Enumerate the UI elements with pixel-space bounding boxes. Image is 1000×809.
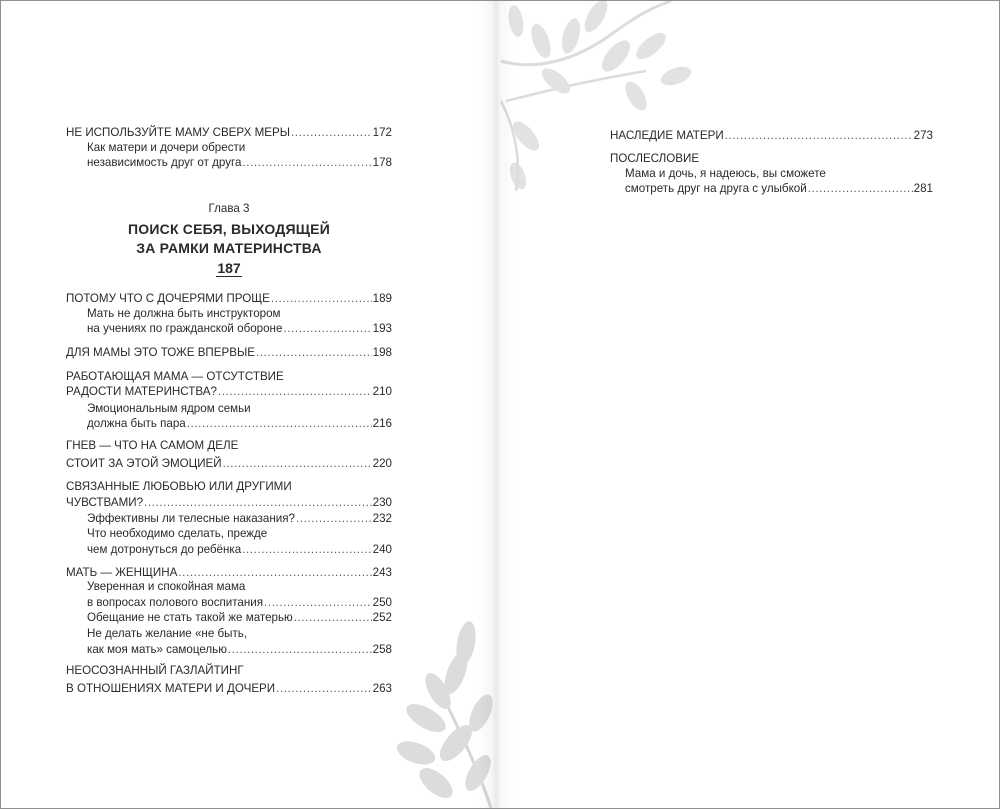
toc-page-number: 258 (372, 643, 392, 656)
toc-entry-line-2: на учениях по гражданской обороне (87, 322, 283, 335)
toc-entry[interactable] (610, 128, 933, 143)
toc-entry-title: МАТЬ — ЖЕНЩИНА (66, 566, 178, 579)
toc-entry-line-2: должна быть пара (87, 417, 186, 430)
toc-entry-line-2: чем дотронуться до ребёнка (87, 543, 242, 556)
toc-entry-title: ДЛЯ МАМЫ ЭТО ТОЖЕ ВПЕРВЫЕ (66, 346, 255, 359)
chapter-page-number[interactable]: 187 (217, 260, 241, 276)
chapter-label: Глава 3 (208, 202, 250, 215)
chapter-title-line-1: ПОИСК СЕБЯ, ВЫХОДЯЩЕЙ (128, 221, 330, 237)
toc-page-number: 198 (372, 346, 392, 359)
toc-entry-line-1: Эмоциональным ядром семьи (87, 402, 251, 415)
toc-entry-line-1: Что необходимо сделать, прежде (87, 527, 268, 540)
dot-leader (291, 125, 372, 140)
toc-page-number: 250 (372, 596, 392, 609)
toc-page-number: 281 (913, 182, 933, 195)
toc-entry-line-2: независимость друг от друга (87, 156, 242, 169)
book-spine-shadow (478, 1, 514, 808)
toc-entry-line-2: как моя мать» самоцелью (87, 643, 227, 656)
toc-page-number: 220 (372, 457, 392, 470)
toc-entry[interactable] (66, 369, 392, 399)
toc-subentry[interactable] (87, 511, 392, 526)
toc-entry-line-2: РАДОСТИ МАТЕРИНСТВА? (66, 385, 217, 398)
dot-leader (218, 384, 372, 399)
toc-entry-title: Обещание не стать такой же матерью (87, 611, 293, 624)
toc-subentry[interactable] (87, 626, 392, 657)
toc-subentry[interactable] (87, 306, 392, 336)
toc-page-number: 210 (372, 385, 392, 398)
toc-page-number: 216 (372, 417, 392, 430)
toc-subentry[interactable] (625, 166, 933, 196)
toc-entry-line-2: В ОТНОШЕНИЯХ МАТЕРИ И ДОЧЕРИ (66, 682, 276, 695)
toc-entry-line-1: ГНЕВ — ЧТО НА САМОМ ДЕЛЕ (66, 439, 239, 452)
toc-entry-line-2: смотреть друг на друга с улыбкой (625, 182, 807, 195)
toc-subentry[interactable] (87, 401, 392, 431)
toc-entry[interactable] (66, 125, 392, 140)
toc-entry-line-2: СТОИТ ЗА ЭТОЙ ЭМОЦИЕЙ (66, 457, 222, 470)
dot-leader (242, 542, 372, 557)
toc-entry-title: ПОСЛЕСЛОВИЕ (610, 152, 700, 165)
toc-entry[interactable] (66, 291, 392, 306)
toc-entry-title: ПОТОМУ ЧТО С ДОЧЕРЯМИ ПРОЩЕ (66, 292, 270, 305)
toc-page-number: 243 (372, 566, 392, 579)
dot-leader (808, 181, 913, 196)
toc-entry-line-1: НЕОСОЗНАННЫЙ ГАЗЛАЙТИНГ (66, 664, 244, 677)
toc-entry-line-2: в вопросах полового воспитания (87, 596, 264, 609)
dot-leader (271, 291, 372, 306)
toc-entry-line-1: Мама и дочь, я надеюсь, вы сможете (625, 167, 826, 180)
toc-page-number: 240 (372, 543, 392, 556)
dot-leader (228, 642, 372, 657)
dot-leader (276, 681, 372, 696)
dot-leader (242, 155, 371, 170)
toc-page-number: 263 (372, 682, 392, 695)
dot-leader (264, 595, 372, 610)
toc-entry-line-1: Не делать желание «не быть, (87, 627, 248, 640)
toc-entry[interactable] (66, 663, 392, 696)
toc-entry-title: Эффективны ли телесные наказания? (87, 512, 295, 525)
toc-entry[interactable] (66, 565, 392, 580)
toc-entry-title: НЕ ИСПОЛЬЗУЙТЕ МАМУ СВЕРХ МЕРЫ (66, 126, 290, 139)
dot-leader (256, 345, 372, 360)
toc-entry[interactable] (66, 479, 392, 510)
toc-page-number: 172 (372, 126, 392, 139)
toc-entry[interactable] (66, 438, 392, 471)
toc-page-number: 232 (372, 512, 392, 525)
toc-page-number: 252 (372, 611, 392, 624)
toc-subentry[interactable] (87, 579, 392, 610)
toc-page-number: 178 (372, 156, 392, 169)
toc-page-number: 189 (372, 292, 392, 305)
toc-subentry[interactable] (87, 140, 392, 170)
dot-leader (144, 495, 372, 510)
toc-entry-line-1: Уверенная и спокойная мама (87, 580, 246, 593)
toc-entry-line-1: Как матери и дочери обрести (87, 141, 246, 154)
toc-subentry[interactable] (87, 526, 392, 557)
toc-entry-line-1: Мать не должна быть инструктором (87, 307, 281, 320)
dot-leader (283, 321, 371, 336)
toc-entry[interactable] (66, 345, 392, 360)
toc-page-number: 273 (913, 129, 933, 142)
left-page (1, 1, 496, 808)
toc-entry-line-1: СВЯЗАННЫЕ ЛЮБОВЬЮ ИЛИ ДРУГИМИ (66, 480, 292, 493)
dot-leader (187, 416, 372, 431)
toc-entry[interactable] (610, 151, 933, 166)
dot-leader (223, 456, 372, 471)
toc-entry-line-1: РАБОТАЮЩАЯ МАМА — ОТСУТСТВИЕ (66, 370, 284, 383)
toc-entry-title: НАСЛЕДИЕ МАТЕРИ (610, 129, 724, 142)
toc-page-number: 230 (372, 496, 392, 509)
toc-entry-line-2: ЧУВСТВАМИ? (66, 496, 144, 509)
right-page (496, 1, 999, 808)
toc-page-number: 193 (372, 322, 392, 335)
toc-subentry[interactable] (87, 610, 392, 625)
dot-leader (178, 565, 371, 580)
dot-leader (296, 511, 372, 526)
dot-leader (294, 610, 372, 625)
dot-leader (725, 128, 913, 143)
chapter-title-line-2: ЗА РАМКИ МАТЕРИНСТВА (136, 240, 322, 256)
